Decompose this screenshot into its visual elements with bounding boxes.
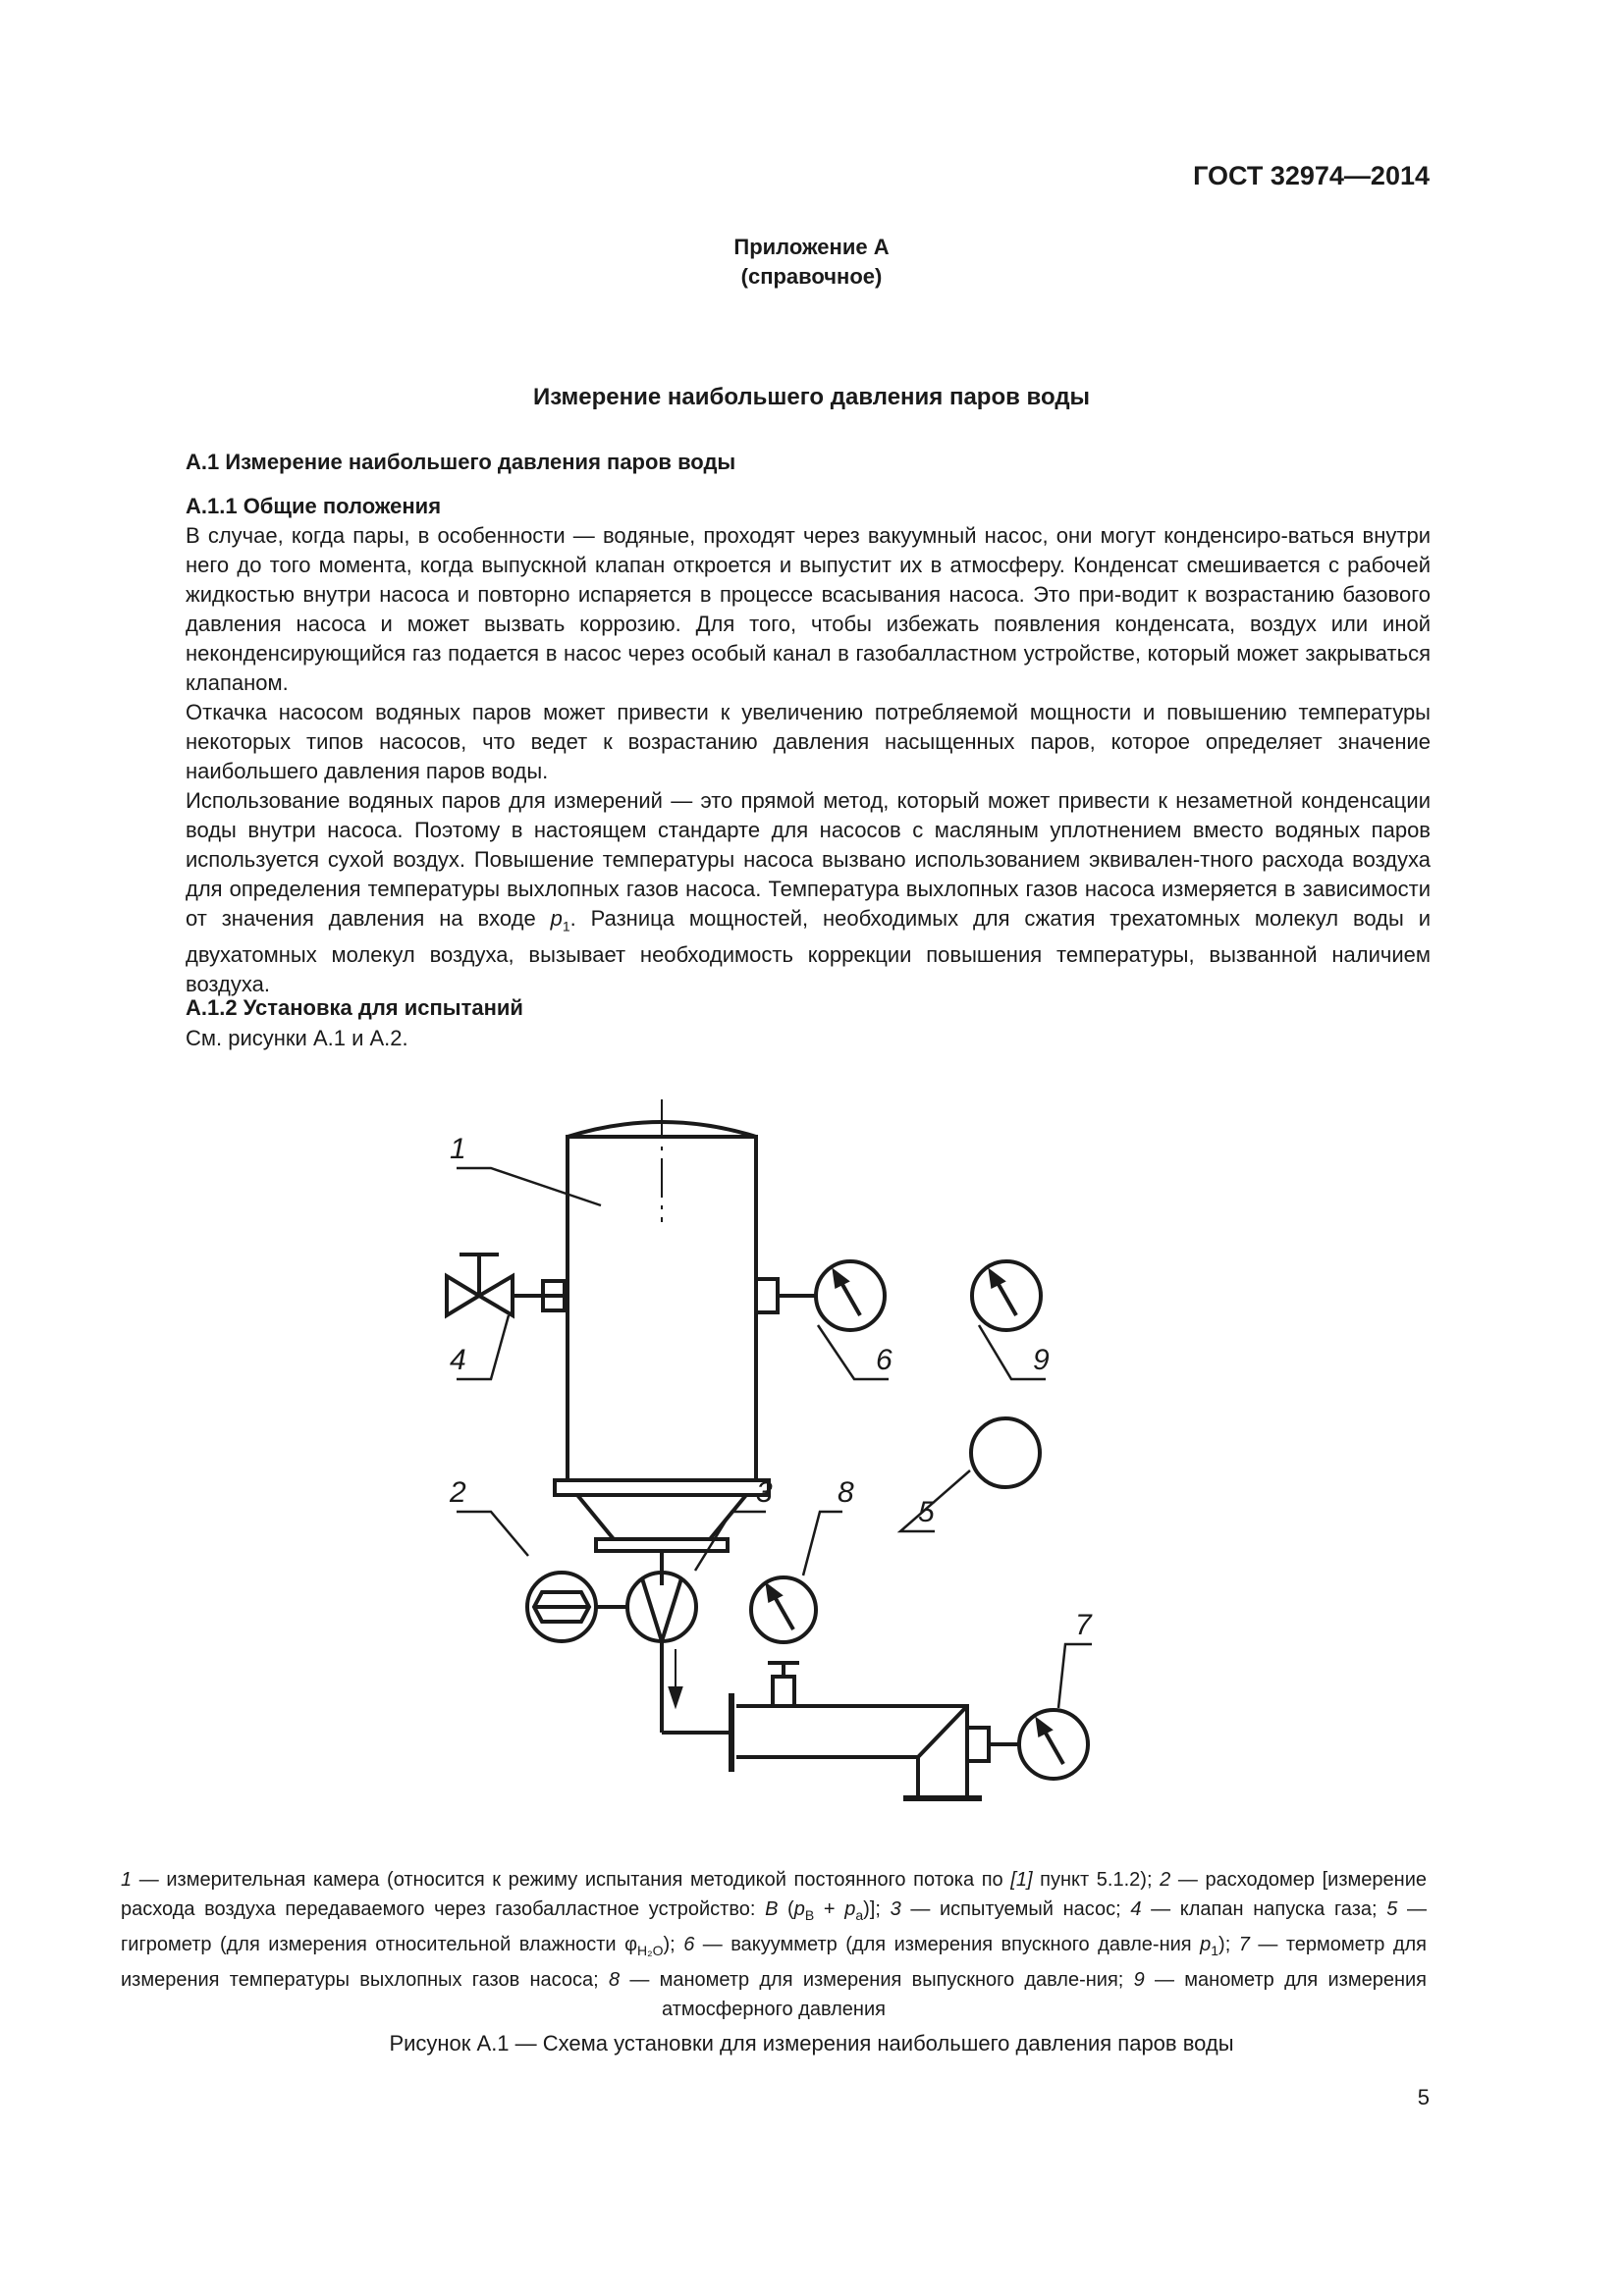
thermometer-7-flange bbox=[967, 1728, 989, 1761]
label-7: 7 bbox=[1075, 1609, 1092, 1641]
leader-5 bbox=[900, 1470, 970, 1531]
gauge-8-needle bbox=[774, 1595, 793, 1629]
gauge-8-flange bbox=[773, 1677, 794, 1706]
label-1: 1 bbox=[450, 1133, 466, 1165]
hygrometer-5 bbox=[971, 1418, 1040, 1487]
label-8: 8 bbox=[838, 1476, 854, 1509]
page-number: 5 bbox=[1417, 2085, 1430, 2109]
gauge-9-needle bbox=[997, 1281, 1016, 1315]
section-a12-heading: А.1.2 Установка для испытаний bbox=[186, 995, 523, 1020]
chamber-funnel bbox=[577, 1495, 746, 1539]
label-4: 4 bbox=[450, 1344, 466, 1376]
gauge-6-flange bbox=[756, 1279, 778, 1312]
gauge-6-needle-tip bbox=[835, 1272, 846, 1286]
figure-a1-diagram bbox=[432, 1080, 1139, 1860]
exhaust-pipe-top bbox=[736, 1706, 967, 1796]
figure-legend: 1 — измерительная камера (относится к режиму испытания методикой постоянного потока по [1] пункт 5.1.2); 2 — расходомер [измерение расхода воздуха передаваемого через газобалластное устройство: B $(p_B + p_a)$]; 3 — испытуемый насос; 4 — клапан напуска газа; 5 — гигрометр (для измерения относительной влажности $\varphi_{H_2O}$); 6 — вакуумметр (для измерения впускного давле-ния $p_1$); 7 — термометр для измерения температуры выхлопных газов насоса; 8 — манометр для измерения выпускного давле-ния; 9 — манометр для измерения атмосферного давления bbox=[121, 1869, 1428, 2020]
main-title: Измерение наибольшего давления паров воды bbox=[532, 384, 1091, 410]
label-3: 3 bbox=[756, 1476, 773, 1509]
thermometer-7-needle bbox=[1044, 1730, 1063, 1764]
leader-1 bbox=[457, 1168, 601, 1205]
chamber-flange bbox=[555, 1480, 769, 1495]
label-5: 5 bbox=[918, 1496, 935, 1528]
section-a1-heading: А.1 Измерение наибольшего давления паров воды bbox=[186, 450, 736, 474]
leader-8 bbox=[803, 1512, 842, 1575]
appendix-title: Приложение А bbox=[733, 235, 890, 259]
gauge-8-needle-tip bbox=[768, 1586, 780, 1600]
label-6: 6 bbox=[876, 1344, 893, 1376]
leader-7 bbox=[1058, 1644, 1092, 1708]
thermometer-7-needle-tip bbox=[1038, 1721, 1050, 1735]
label-9: 9 bbox=[1033, 1344, 1050, 1376]
section-a11-heading: А.1.1 Общие положения bbox=[186, 494, 442, 518]
label-2: 2 bbox=[450, 1476, 466, 1509]
gauge-9-needle-tip bbox=[991, 1272, 1002, 1286]
flowmeter-2-symbol bbox=[534, 1592, 589, 1622]
setup-schematic bbox=[432, 1080, 1139, 1855]
see-figures-text: См. рисунки А.1 и А.2. bbox=[186, 1026, 408, 1050]
pump-3-symbol bbox=[642, 1578, 681, 1641]
leader-2 bbox=[457, 1512, 528, 1556]
appendix-subtitle: (справочное) bbox=[740, 264, 883, 289]
body-text bbox=[186, 521, 1431, 999]
paragraph-1: В случае, когда пары, в особенности — водяные, проходят через вакуумный насос, они могут конденсиро-ваться внутри него до того момента, когда выпускной клапан откроется и выпустит их в атмосферу. Конденсат смешивается с рабочей жидкостью внутри насоса и повторно испаряется в процессе всасывания насоса. Это при-водит к возрастанию базового давления насоса и может вызвать коррозию. Для того, чтобы избежать появления конденсата, воздух или иной неконденсирующийся газ подается в насос через особый канал в газобалластном устройстве, который может закрываться клапаном. bbox=[186, 523, 1431, 695]
flow-arrow-head bbox=[671, 1688, 680, 1703]
exhaust-elbow bbox=[918, 1706, 967, 1757]
gauge-6-needle bbox=[840, 1281, 860, 1315]
standard-code: ГОСТ 32974—2014 bbox=[1193, 161, 1430, 190]
paragraph-3: Использование водяных паров для измерений — это прямой метод, который может привести к незаметной конденсации воды внутри насоса. Поэтому в настоящем стандарте для насосов с масляным уплотнением вместо водяных паров используется сухой воздух. Повышение температуры насоса вызвано использованием эквивален-тного расхода воздуха для определения температуры выхлопных газов насоса. Температура выхлопных газов насоса измеряется в зависимости от значения давления на входе $p_1$. Разница мощностей, необходимых для сжатия трехатомных молекул воды и двухатомных молекул воздуха, вызывает необходимость коррекции повышения температуры, вызванной наличием воздуха. bbox=[186, 788, 1431, 997]
appendix-heading bbox=[0, 233, 1623, 292]
exhaust-pipe-bottom bbox=[736, 1757, 918, 1796]
paragraph-2: Откачка насосом водяных паров может привести к увеличению потребляемой мощности и повышению температуры некоторых типов насосов, что ведет к возрастанию давления насыщенных паров, которое определяет значение наибольшего давления паров воды. bbox=[186, 700, 1431, 783]
figure-caption: Рисунок А.1 — Схема установки для измерения наибольшего давления паров воды bbox=[389, 2031, 1234, 2056]
